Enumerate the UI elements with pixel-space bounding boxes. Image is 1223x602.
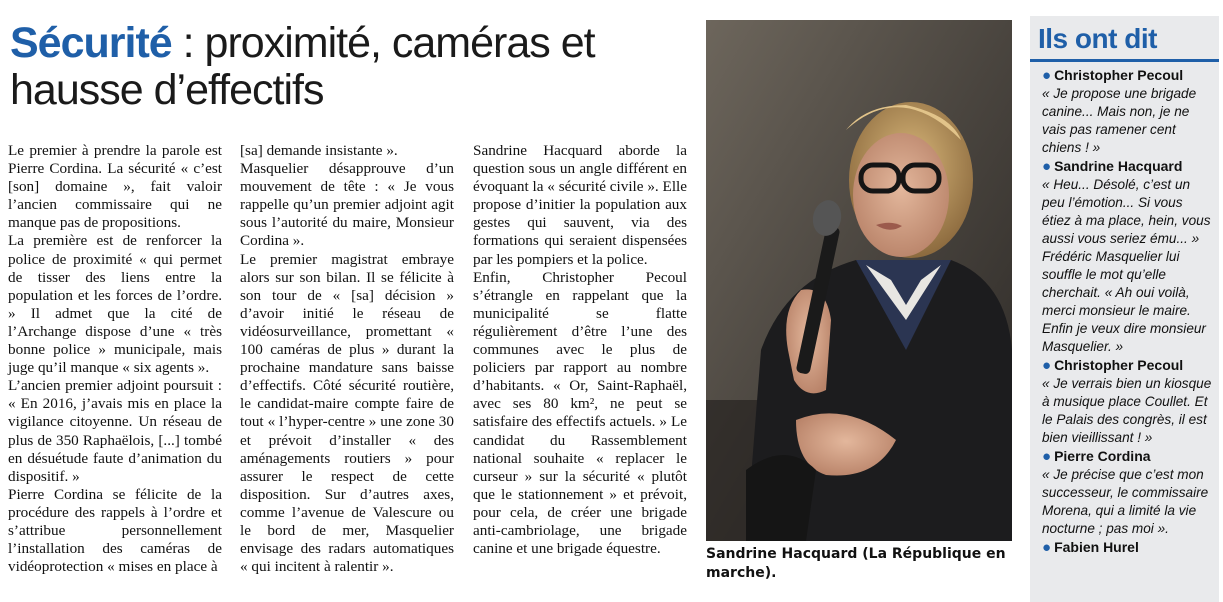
quote-speaker: ● Christopher Pecoul [1042,67,1184,84]
quote-text: « Je propose une brigade canine... Mais non, je ne vais pas ramener cent chiens ! » [1042,86,1197,155]
quote-item [1042,66,1215,157]
sidebar-divider [1030,59,1219,62]
article-column-1 [8,142,222,576]
quotes-sidebar [1030,16,1219,602]
quote-text: « Je précise que c’est mon successeur, le commissaire Morena, qui a limité la vie nocturne ; pas moi ». [1042,467,1209,536]
photo-caption: Sandrine Hacquard (La République en marche). [706,546,1006,581]
paragraph: La première est de renforcer la police de proximité « qui permet de tisser des liens entre la population et les forces de l’ordre. » Il admet que la cité de l’Archange dispose d’une « très bonne police » municipale, mais juge qu’il manque « six agents ». [8,232,222,377]
paragraph: Sandrine Hacquard aborde la question sous un angle différent en évoquant la « sécurité civile ». Elle propose d’initier la population aux gestes qui sauvent, via des formations qui seraient dispensées par les pompiers et la police. [473,142,687,268]
quote-item [1042,538,1215,557]
paragraph: Pierre Cordina se félicite de la procédure des rappels à l’ordre et s’attribue personnellement l’installation des caméras de vidéoprotection « mises en place à [8,485,222,576]
bullet-icon: ● [1042,357,1052,374]
paragraph: L’ancien premier adjoint poursuit : « En 2016, j’avais mis en place la vigilance citoyenne. Un réseau de plus de 350 Raphaëlois, [...] tombé en désuétude faute d’animation du dispositif. » [8,377,222,485]
headline-keyword: Sécurité [10,19,172,67]
quotes-list [1030,66,1219,557]
photo-illustration [706,20,1012,541]
quote-text: « Heu... Désolé, c’est un peu l’émotion... Si vous étiez à ma place, hein, vous aussi vous seriez ému... » Frédéric Masquelier lui souffle le mot qu’elle cherchait. « Ah oui voilà, merci monsieur le maire. Enfin je veux dire monsieur Masquelier. » [1042,177,1211,354]
article-headline [10,20,700,114]
paragraph: Le premier magistrat embraye alors sur son bilan. Il se félicite à son tour de « [sa] décision » d’avoir initié le réseau de vidéosurveillance, promettant « 100 caméras de plus » durant la prochaine mandature sans baisse d’effectifs. Côté sécurité routière, le candidat-maire compte faire de tout « l’hyper-centre » une zone 30 et prévoit d’installer « des aménagements routiers » pour assurer le respect de cette disposition. Sur d’autres axes, comme l’avenue de Valescure ou le bord de mer, Masquelier envisage des radars automatiques « qui incitent à ralentir ». [240,250,454,576]
bullet-icon: ● [1042,158,1052,175]
article-column-3 [473,142,687,558]
paragraph: Enfin, Christopher Pecoul s’étrangle en rappelant que la municipalité se flatte régulièrement d’être l’une des communes avec le plus de policiers par rapport au nombre d’habitants. « Or, Saint-Raphaël, avec ses 80 km², ne peut se satisfaire des effectifs actuels. » Le candidat du Rassemblement national souhaite « replacer le curseur » sur la sécurité « plutôt que le stationnement » et prévoit, pour cela, de créer une brigade anti-cambriolage, une brigade canine et une brigade équestre. [473,268,687,558]
quote-speaker: ● Fabien Hurel [1042,539,1139,556]
quote-item [1042,447,1215,538]
bullet-icon: ● [1042,67,1052,84]
quote-speaker: ● Christopher Pecoul [1042,357,1184,374]
headline-rest: : proximité, caméras et hausse d’effectifs [10,19,595,114]
quote-speaker: ● Pierre Cordina [1042,448,1151,465]
quote-item [1042,157,1215,356]
paragraph: Masquelier désapprouve d’un mouvement de tête : « Je vous rappelle qu’un premier adjoint agit sous l’autorité du maire, Monsieur Cordina ». [240,160,454,250]
paragraph: [sa] demande insistante ». [240,142,398,159]
bullet-icon: ● [1042,539,1052,556]
article-column-2 [240,142,454,576]
sidebar-title: Ils ont dit [1038,23,1157,54]
quote-text: « Je verrais bien un kiosque à musique place Coullet. Et le Palais des congrès, il est bien vieillissant ! » [1042,376,1212,445]
bullet-icon: ● [1042,448,1052,465]
paragraph: Le premier à prendre la parole est Pierre Cordina. La sécurité « c’est [son] domaine », fait valoir l’ancien commissaire qui ne manque pas de propositions. [8,142,222,232]
quote-item [1042,356,1215,447]
speaker-photo [706,20,1012,541]
quote-speaker: ● Sandrine Hacquard [1042,158,1183,175]
